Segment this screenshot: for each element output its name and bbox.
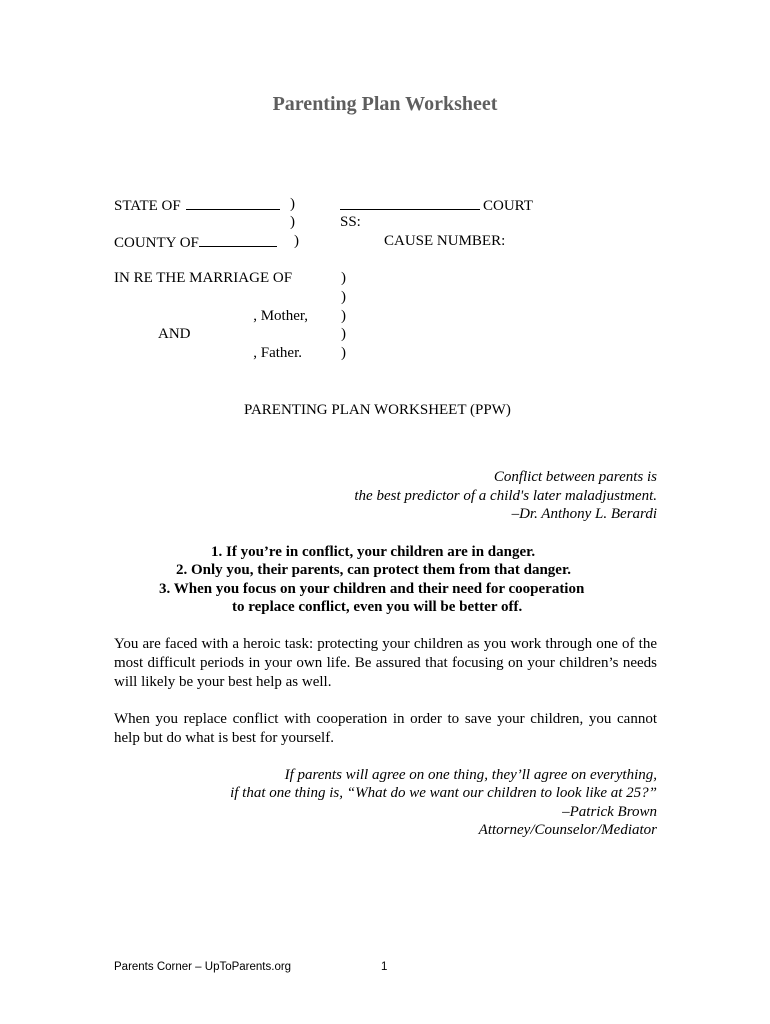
county-line xyxy=(114,232,277,252)
quote1-attribution: –Dr. Anthony L. Berardi xyxy=(511,506,657,522)
and-label: AND xyxy=(158,326,191,342)
paragraph-2: When you replace conflict with cooperation in order to save your children, you cannot help but do what is best for yourself. xyxy=(114,711,657,746)
page-title: Parenting Plan Worksheet xyxy=(272,93,498,115)
county-paren: ) xyxy=(294,233,299,249)
court-line xyxy=(340,195,533,215)
marriage-paren-1: ) xyxy=(341,270,346,286)
ss-label: SS: xyxy=(340,214,361,230)
court-blank xyxy=(340,195,480,210)
state-blank xyxy=(186,195,280,210)
marriage-paren-2: ) xyxy=(341,289,346,305)
quote2-attribution: –Patrick Brown xyxy=(562,804,657,820)
marriage-paren-5: ) xyxy=(341,345,346,361)
footer-text: Parents Corner – UpToParents.org xyxy=(114,961,292,973)
quote2-role: Attorney/Counselor/Mediator xyxy=(478,822,657,838)
state-paren: ) xyxy=(290,196,295,212)
marriage-paren-4: ) xyxy=(341,326,346,342)
point-2: 2. Only you, their parents, can protect them from that danger. xyxy=(176,562,571,578)
point-1: 1. If you’re in conflict, your children are in danger. xyxy=(211,544,536,560)
state-label: STATE OF xyxy=(114,198,181,214)
worksheet-heading: PARENTING PLAN WORKSHEET (PPW) xyxy=(244,402,511,418)
point-3: 3. When you focus on your children and their need for cooperation xyxy=(159,581,585,597)
court-label: COURT xyxy=(483,198,533,214)
point-3-continued: to replace conflict, even you will be better off. xyxy=(232,599,523,615)
paragraph-1: You are faced with a heroic task: protecting your children as you work through one of the most difficult periods in your own life. Be assured that focusing on your children’s needs will likely be your best help as well. xyxy=(114,636,657,690)
cause-number-label: CAUSE NUMBER: xyxy=(384,233,506,249)
state-line xyxy=(114,195,280,215)
quote2-line2: if that one thing is, “What do we want our children to look like at 25?” xyxy=(230,785,657,801)
marriage-label: IN RE THE MARRIAGE OF xyxy=(114,270,293,286)
mother-label: , Mother, xyxy=(253,308,308,324)
page-number: 1 xyxy=(381,961,388,973)
ss-paren: ) xyxy=(290,214,295,230)
marriage-paren-3: ) xyxy=(341,308,346,324)
quote1-line1: Conflict between parents is xyxy=(493,469,657,485)
quote1-line2: the best predictor of a child's later maladjustment. xyxy=(354,488,657,504)
county-label: COUNTY OF xyxy=(114,235,199,251)
county-blank xyxy=(199,232,277,247)
father-label: , Father. xyxy=(253,345,302,361)
quote2-line1: If parents will agree on one thing, they’ll agree on everything, xyxy=(284,767,657,783)
